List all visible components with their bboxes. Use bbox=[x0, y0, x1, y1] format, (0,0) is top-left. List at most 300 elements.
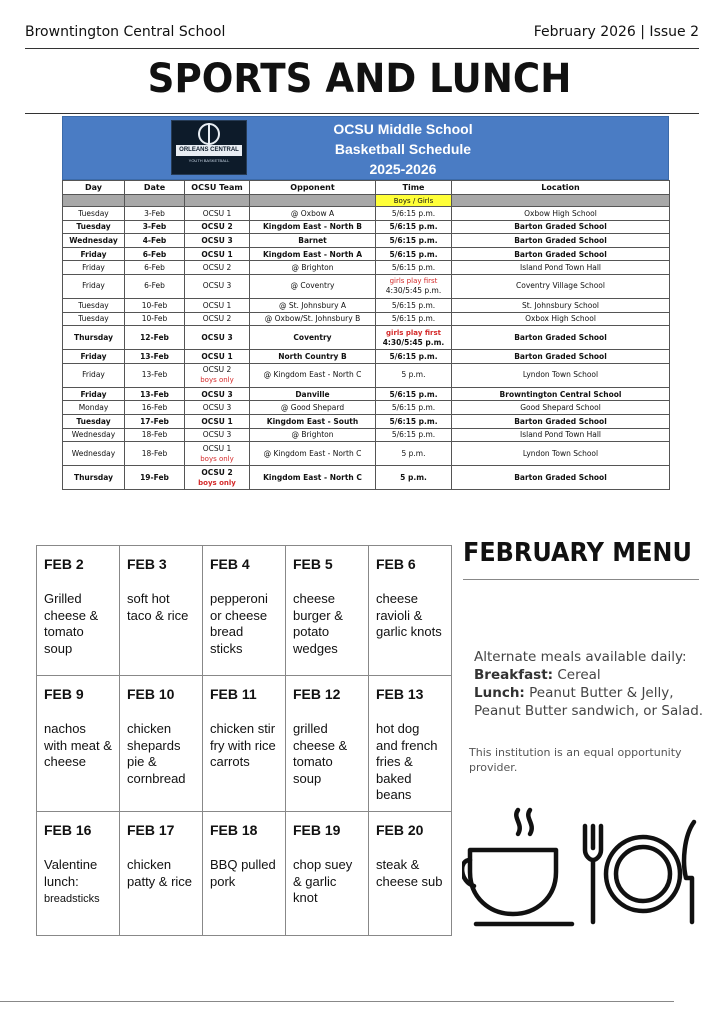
team-cell: OCSU 1 bbox=[201, 351, 233, 361]
basketball-icon bbox=[198, 123, 220, 145]
schedule-cell bbox=[452, 312, 670, 326]
opponent-cell: @ Brighton bbox=[291, 263, 334, 273]
schedule-cell bbox=[125, 363, 185, 387]
schedule-cell bbox=[63, 247, 125, 261]
team-note: boys only bbox=[198, 478, 236, 487]
schedule-cell bbox=[376, 247, 452, 261]
menu-date: FEB 11 bbox=[210, 686, 257, 702]
menu-day-cell bbox=[286, 812, 369, 936]
column-header: Time bbox=[376, 181, 452, 195]
time-cell: 5/6:15 p.m. bbox=[389, 222, 438, 232]
breakfast-value: Cereal bbox=[557, 667, 601, 683]
schedule-cell bbox=[376, 220, 452, 234]
schedule-cell bbox=[125, 298, 185, 312]
schedule-cell bbox=[125, 326, 185, 350]
schedule-cell bbox=[376, 350, 452, 364]
menu-food bbox=[293, 857, 361, 907]
menu-food-text: cheese ravioli & garlic knots bbox=[376, 591, 442, 639]
boys-girls-label: Boys / Girls bbox=[376, 195, 452, 207]
schedule-row bbox=[63, 261, 670, 275]
equal-opportunity-note: This institution is an equal opportunity provider. bbox=[469, 746, 682, 774]
schedule-cell bbox=[452, 326, 670, 350]
menu-food-text: pepperoni or cheese bread sticks bbox=[210, 591, 268, 656]
date-cell: 13-Feb bbox=[141, 370, 168, 380]
day-cell: Friday bbox=[82, 263, 105, 273]
day-cell: Monday bbox=[78, 403, 109, 413]
location-cell: Barton Graded School bbox=[514, 249, 607, 259]
date-cell: 13-Feb bbox=[140, 389, 169, 399]
schedule-cell bbox=[125, 414, 185, 428]
schedule-row bbox=[63, 350, 670, 364]
lunch-label: Lunch: bbox=[474, 685, 525, 701]
header-divider bbox=[25, 48, 699, 49]
schedule-row bbox=[63, 428, 670, 442]
day-cell: Tuesday bbox=[78, 300, 109, 310]
schedule-cell bbox=[63, 234, 125, 248]
day-cell: Friday bbox=[80, 249, 107, 259]
menu-title-divider bbox=[463, 579, 699, 580]
schedule-cell bbox=[452, 274, 670, 298]
schedule-cell bbox=[63, 428, 125, 442]
schedule-cell bbox=[250, 234, 376, 248]
menu-title: FEBRUARY MENU bbox=[463, 538, 692, 568]
schedule-cell bbox=[376, 298, 452, 312]
time-cell: 5/6:15 p.m. bbox=[391, 263, 436, 273]
time-cell: 5/6:15 p.m. bbox=[391, 208, 436, 218]
schedule-cell bbox=[63, 220, 125, 234]
day-cell: Thursday bbox=[73, 332, 114, 342]
schedule-row bbox=[63, 207, 670, 221]
knife-icon bbox=[684, 822, 694, 922]
opponent-cell: @ Oxbow/St. Johnsbury B bbox=[264, 314, 361, 324]
schedule-cell bbox=[452, 442, 670, 466]
time-cell: 5/6:15 p.m. bbox=[389, 416, 438, 426]
team-cell: OCSU 3 bbox=[202, 430, 232, 440]
menu-food bbox=[127, 857, 195, 890]
team-cell: OCSU 1 bbox=[202, 443, 232, 453]
menu-food bbox=[376, 591, 444, 641]
schedule-cell bbox=[452, 363, 670, 387]
team-note: boys only bbox=[200, 376, 234, 385]
schedule-cell bbox=[125, 387, 185, 401]
day-cell: Wednesday bbox=[71, 448, 116, 458]
location-cell: Oxbow High School bbox=[524, 208, 597, 218]
schedule-cell bbox=[125, 261, 185, 275]
schedule-cell bbox=[125, 428, 185, 442]
schedule-cell bbox=[185, 234, 250, 248]
date-cell: 13-Feb bbox=[140, 351, 169, 361]
schedule-cell bbox=[250, 350, 376, 364]
schedule-cell bbox=[376, 401, 452, 415]
schedule-cell bbox=[185, 387, 250, 401]
opponent-cell: @ Kingdom East - North C bbox=[263, 448, 362, 458]
time-cell: 4:30/5:45 p.m. bbox=[382, 337, 445, 347]
dining-icon bbox=[462, 806, 702, 936]
schedule-cell bbox=[185, 442, 250, 466]
opponent-cell: Kingdom East - North A bbox=[262, 249, 363, 259]
schedule-cell bbox=[376, 207, 452, 221]
date-cell: 6-Feb bbox=[144, 281, 165, 291]
team-cell: OCSU 2 bbox=[201, 467, 233, 477]
basketball-schedule bbox=[62, 116, 669, 490]
schedule-cell bbox=[250, 207, 376, 221]
schedule-header-row bbox=[63, 181, 670, 195]
team-cell: OCSU 1 bbox=[201, 249, 233, 259]
time-note: girls play first bbox=[386, 328, 441, 337]
menu-food bbox=[44, 591, 112, 657]
schedule-row bbox=[63, 234, 670, 248]
schedule-cell bbox=[452, 401, 670, 415]
menu-date: FEB 16 bbox=[44, 822, 92, 838]
schedule-banner bbox=[62, 116, 669, 180]
time-cell: 5/6:15 p.m. bbox=[389, 351, 438, 361]
schedule-cell bbox=[452, 298, 670, 312]
menu-food-detail: breadsticks bbox=[44, 893, 100, 905]
schedule-cell bbox=[250, 414, 376, 428]
subheader-cell bbox=[452, 195, 670, 207]
menu-food bbox=[293, 721, 361, 787]
schedule-cell bbox=[63, 401, 125, 415]
schedule-cell bbox=[452, 466, 670, 490]
schedule-row bbox=[63, 466, 670, 490]
schedule-cell bbox=[63, 207, 125, 221]
date-cell: 19-Feb bbox=[140, 472, 169, 482]
schedule-cell bbox=[185, 326, 250, 350]
menu-week-row bbox=[37, 676, 452, 812]
schedule-cell bbox=[63, 326, 125, 350]
schedule-cell bbox=[63, 298, 125, 312]
menu-day-cell bbox=[286, 676, 369, 812]
schedule-cell bbox=[376, 414, 452, 428]
schedule-cell bbox=[250, 442, 376, 466]
menu-day-cell bbox=[120, 546, 203, 676]
schedule-cell bbox=[125, 247, 185, 261]
menu-date: FEB 12 bbox=[293, 686, 341, 702]
schedule-title bbox=[253, 119, 553, 179]
menu-food-text: chicken patty & rice bbox=[127, 857, 193, 889]
menu-date: FEB 9 bbox=[44, 686, 84, 702]
time-cell: 5/6:15 p.m. bbox=[389, 389, 438, 399]
schedule-cell bbox=[250, 466, 376, 490]
day-cell: Friday bbox=[80, 389, 107, 399]
schedule-cell bbox=[185, 274, 250, 298]
schedule-cell bbox=[376, 261, 452, 275]
menu-food-text: hot dog and french fries & baked beans bbox=[376, 721, 438, 802]
menu-food bbox=[210, 591, 278, 657]
date-cell: 6-Feb bbox=[144, 263, 165, 273]
menu-food bbox=[44, 857, 112, 908]
team-cell: OCSU 3 bbox=[202, 281, 232, 291]
opponent-cell: Kingdom East - North B bbox=[263, 222, 362, 232]
schedule-cell bbox=[250, 274, 376, 298]
schedule-cell bbox=[250, 261, 376, 275]
schedule-cell bbox=[376, 274, 452, 298]
steam-icon bbox=[516, 810, 519, 834]
menu-food bbox=[210, 721, 278, 771]
menu-date: FEB 10 bbox=[127, 686, 175, 702]
time-cell: 5 p.m. bbox=[401, 370, 426, 380]
schedule-title-line: Basketball Schedule bbox=[334, 141, 472, 157]
schedule-row bbox=[63, 274, 670, 298]
schedule-cell bbox=[376, 363, 452, 387]
day-cell: Wednesday bbox=[69, 235, 118, 245]
column-header: Date bbox=[125, 181, 185, 195]
schedule-cell bbox=[452, 247, 670, 261]
menu-date: FEB 4 bbox=[210, 556, 250, 572]
menu-food bbox=[210, 857, 278, 890]
time-cell: 5/6:15 p.m. bbox=[391, 314, 436, 324]
time-cell: 5 p.m. bbox=[401, 448, 426, 458]
schedule-row bbox=[63, 442, 670, 466]
team-cell: OCSU 3 bbox=[201, 389, 233, 399]
schedule-cell bbox=[376, 312, 452, 326]
schedule-cell bbox=[63, 466, 125, 490]
schedule-cell bbox=[125, 207, 185, 221]
opponent-cell: @ Kingdom East - North C bbox=[263, 370, 362, 380]
menu-week-row bbox=[37, 546, 452, 676]
day-cell: Tuesday bbox=[76, 222, 111, 232]
schedule-cell bbox=[452, 234, 670, 248]
schedule-row bbox=[63, 312, 670, 326]
schedule-cell bbox=[185, 247, 250, 261]
team-cell: OCSU 1 bbox=[202, 300, 232, 310]
schedule-cell bbox=[250, 363, 376, 387]
schedule-cell bbox=[452, 207, 670, 221]
column-header: OCSU Team bbox=[185, 181, 250, 195]
opponent-cell: Kingdom East - North C bbox=[263, 472, 362, 482]
opponent-cell: @ St. Johnsbury A bbox=[278, 300, 347, 310]
schedule-cell bbox=[250, 326, 376, 350]
schedule-row bbox=[63, 247, 670, 261]
issue-info: February 2026 | Issue 2 bbox=[533, 24, 699, 40]
schedule-cell bbox=[125, 220, 185, 234]
opponent-cell: @ Coventry bbox=[290, 281, 335, 291]
day-cell: Tuesday bbox=[78, 208, 109, 218]
schedule-cell bbox=[63, 363, 125, 387]
day-cell: Friday bbox=[82, 370, 105, 380]
opponent-cell: @ Good Shepard bbox=[280, 403, 345, 413]
date-cell: 12-Feb bbox=[140, 332, 169, 342]
schedule-cell bbox=[452, 428, 670, 442]
time-cell: 5/6:15 p.m. bbox=[391, 300, 436, 310]
day-cell: Friday bbox=[82, 281, 105, 291]
team-cell: OCSU 2 bbox=[201, 222, 233, 232]
lunch-line bbox=[474, 684, 709, 720]
schedule-cell bbox=[185, 466, 250, 490]
league-logo bbox=[171, 120, 247, 175]
schedule-cell bbox=[185, 414, 250, 428]
schedule-cell bbox=[185, 298, 250, 312]
location-cell: Barton Graded School bbox=[514, 351, 607, 361]
schedule-cell bbox=[185, 220, 250, 234]
menu-day-cell bbox=[203, 812, 286, 936]
alternate-meals bbox=[474, 648, 709, 720]
schedule-subheader-row bbox=[63, 195, 670, 207]
schedule-row bbox=[63, 387, 670, 401]
team-cell: OCSU 3 bbox=[202, 403, 232, 413]
time-note: girls play first bbox=[389, 277, 438, 286]
schedule-row bbox=[63, 326, 670, 350]
location-cell: Barton Graded School bbox=[514, 416, 607, 426]
schedule-cell bbox=[250, 247, 376, 261]
date-cell: 6-Feb bbox=[142, 249, 167, 259]
menu-day-cell bbox=[369, 812, 452, 936]
logo-text: ORLEANS CENTRAL bbox=[176, 145, 242, 156]
menu-date: FEB 3 bbox=[127, 556, 167, 572]
menu-food-text: nachos with meat & cheese bbox=[44, 721, 112, 769]
menu-day-cell bbox=[286, 546, 369, 676]
schedule-cell bbox=[250, 298, 376, 312]
menu-day-cell bbox=[203, 676, 286, 812]
column-header: Day bbox=[63, 181, 125, 195]
schedule-title-line: OCSU Middle School bbox=[333, 121, 473, 137]
time-cell: 5/6:15 p.m. bbox=[389, 249, 438, 259]
location-cell: Coventry Village School bbox=[516, 281, 605, 291]
schedule-cell bbox=[452, 414, 670, 428]
schedule-cell bbox=[63, 261, 125, 275]
schedule-cell bbox=[376, 442, 452, 466]
location-cell: Barton Graded School bbox=[514, 332, 607, 342]
time-cell: 5 p.m. bbox=[400, 472, 427, 482]
location-cell: Island Pond Town Hall bbox=[519, 430, 601, 440]
date-cell: 10-Feb bbox=[141, 300, 168, 310]
schedule-cell bbox=[63, 312, 125, 326]
schedule-cell bbox=[250, 387, 376, 401]
location-cell: Island Pond Town Hall bbox=[519, 263, 601, 273]
schedule-cell bbox=[63, 414, 125, 428]
team-cell: OCSU 2 bbox=[202, 365, 232, 375]
date-cell: 17-Feb bbox=[140, 416, 169, 426]
time-cell: 5/6:15 p.m. bbox=[389, 235, 438, 245]
menu-day-cell bbox=[369, 676, 452, 812]
menu-date: FEB 20 bbox=[376, 822, 424, 838]
schedule-cell bbox=[125, 466, 185, 490]
day-cell: Tuesday bbox=[78, 314, 109, 324]
menu-food-text: soft hot taco & rice bbox=[127, 591, 189, 623]
schedule-cell bbox=[185, 207, 250, 221]
location-cell: Browntington Central School bbox=[499, 389, 622, 399]
location-cell: St. Johnsbury School bbox=[521, 300, 599, 310]
menu-food-text: BBQ pulled pork bbox=[210, 857, 276, 889]
page-title: SPORTS AND LUNCH bbox=[147, 56, 572, 102]
date-cell: 3-Feb bbox=[142, 222, 167, 232]
menu-day-cell bbox=[120, 676, 203, 812]
menu-food bbox=[127, 591, 195, 624]
day-cell: Tuesday bbox=[76, 416, 111, 426]
schedule-cell bbox=[250, 312, 376, 326]
schedule-cell bbox=[452, 220, 670, 234]
schedule-cell bbox=[376, 387, 452, 401]
location-cell: Good Shepard School bbox=[520, 403, 601, 413]
time-cell: 4:30/5:45 p.m. bbox=[385, 286, 442, 296]
menu-food bbox=[44, 721, 112, 771]
schedule-cell bbox=[125, 401, 185, 415]
menu-date: FEB 19 bbox=[293, 822, 341, 838]
day-cell: Friday bbox=[80, 351, 107, 361]
schedule-row bbox=[63, 363, 670, 387]
breakfast-line bbox=[474, 666, 709, 684]
schedule-cell bbox=[452, 261, 670, 275]
opponent-cell: @ Oxbow A bbox=[290, 208, 335, 218]
schedule-row bbox=[63, 414, 670, 428]
subheader-cell bbox=[185, 195, 250, 207]
location-cell: Lyndon Town School bbox=[522, 370, 599, 380]
menu-week-row bbox=[37, 812, 452, 936]
column-header: Location bbox=[452, 181, 670, 195]
menu-table bbox=[36, 545, 452, 936]
team-cell: OCSU 2 bbox=[202, 314, 232, 324]
time-cell: 5/6:15 p.m. bbox=[391, 430, 436, 440]
menu-date: FEB 2 bbox=[44, 556, 84, 572]
schedule-cell bbox=[63, 350, 125, 364]
schedule-cell bbox=[185, 261, 250, 275]
time-cell: 5/6:15 p.m. bbox=[391, 403, 436, 413]
menu-food-text: chicken shepards pie & cornbread bbox=[127, 721, 186, 786]
team-cell: OCSU 3 bbox=[201, 332, 233, 342]
opponent-cell: Kingdom East - South bbox=[266, 416, 359, 426]
lunch-value: Peanut Butter & Jelly, Peanut Butter sandwich, or Salad. bbox=[474, 685, 704, 719]
team-cell: OCSU 1 bbox=[202, 208, 232, 218]
team-note: boys only bbox=[200, 454, 234, 463]
menu-food bbox=[376, 721, 444, 804]
menu-food-text: steak & cheese sub bbox=[376, 857, 443, 889]
schedule-cell bbox=[185, 312, 250, 326]
schedule-cell bbox=[63, 442, 125, 466]
menu-day-cell bbox=[120, 812, 203, 936]
date-cell: 4-Feb bbox=[142, 235, 167, 245]
schedule-cell bbox=[452, 350, 670, 364]
location-cell: Lyndon Town School bbox=[522, 448, 599, 458]
date-cell: 16-Feb bbox=[141, 403, 168, 413]
schedule-cell bbox=[376, 326, 452, 350]
menu-date: FEB 13 bbox=[376, 686, 424, 702]
menu-food-text: cheese burger & potato wedges bbox=[293, 591, 343, 656]
day-cell: Thursday bbox=[73, 472, 114, 482]
menu-food bbox=[293, 591, 361, 657]
menu-food-text: grilled cheese & tomato soup bbox=[293, 721, 348, 786]
schedule-cell bbox=[125, 312, 185, 326]
subheader-cell bbox=[125, 195, 185, 207]
menu-date: FEB 18 bbox=[210, 822, 258, 838]
schedule-cell bbox=[63, 274, 125, 298]
lunch-menu-grid bbox=[36, 545, 452, 936]
menu-food bbox=[127, 721, 195, 787]
opponent-cell: North Country B bbox=[278, 351, 347, 361]
alternate-intro: Alternate meals available daily: bbox=[474, 649, 687, 665]
date-cell: 18-Feb bbox=[141, 430, 168, 440]
menu-food-text: chicken stir fry with rice carrots bbox=[210, 721, 276, 769]
opponent-cell: Barnet bbox=[298, 235, 327, 245]
team-cell: OCSU 2 bbox=[202, 263, 232, 273]
menu-date: FEB 6 bbox=[376, 556, 416, 572]
schedule-title-line: 2025-2026 bbox=[369, 161, 437, 177]
column-header: Opponent bbox=[250, 181, 376, 195]
menu-food-text: Grilled cheese & tomato soup bbox=[44, 591, 99, 656]
schedule-cell bbox=[376, 428, 452, 442]
team-cell: OCSU 3 bbox=[201, 235, 233, 245]
menu-day-cell bbox=[37, 546, 120, 676]
schedule-cell bbox=[250, 401, 376, 415]
location-cell: Oxbox High School bbox=[525, 314, 596, 324]
schedule-cell bbox=[125, 274, 185, 298]
subheader-cell bbox=[250, 195, 376, 207]
opponent-cell: @ Brighton bbox=[291, 430, 334, 440]
logo-subtext: YOUTH BASKETBALL bbox=[188, 158, 230, 163]
menu-date: FEB 5 bbox=[293, 556, 333, 572]
date-cell: 18-Feb bbox=[141, 448, 168, 458]
schedule-cell bbox=[250, 428, 376, 442]
cup-icon bbox=[470, 850, 556, 914]
